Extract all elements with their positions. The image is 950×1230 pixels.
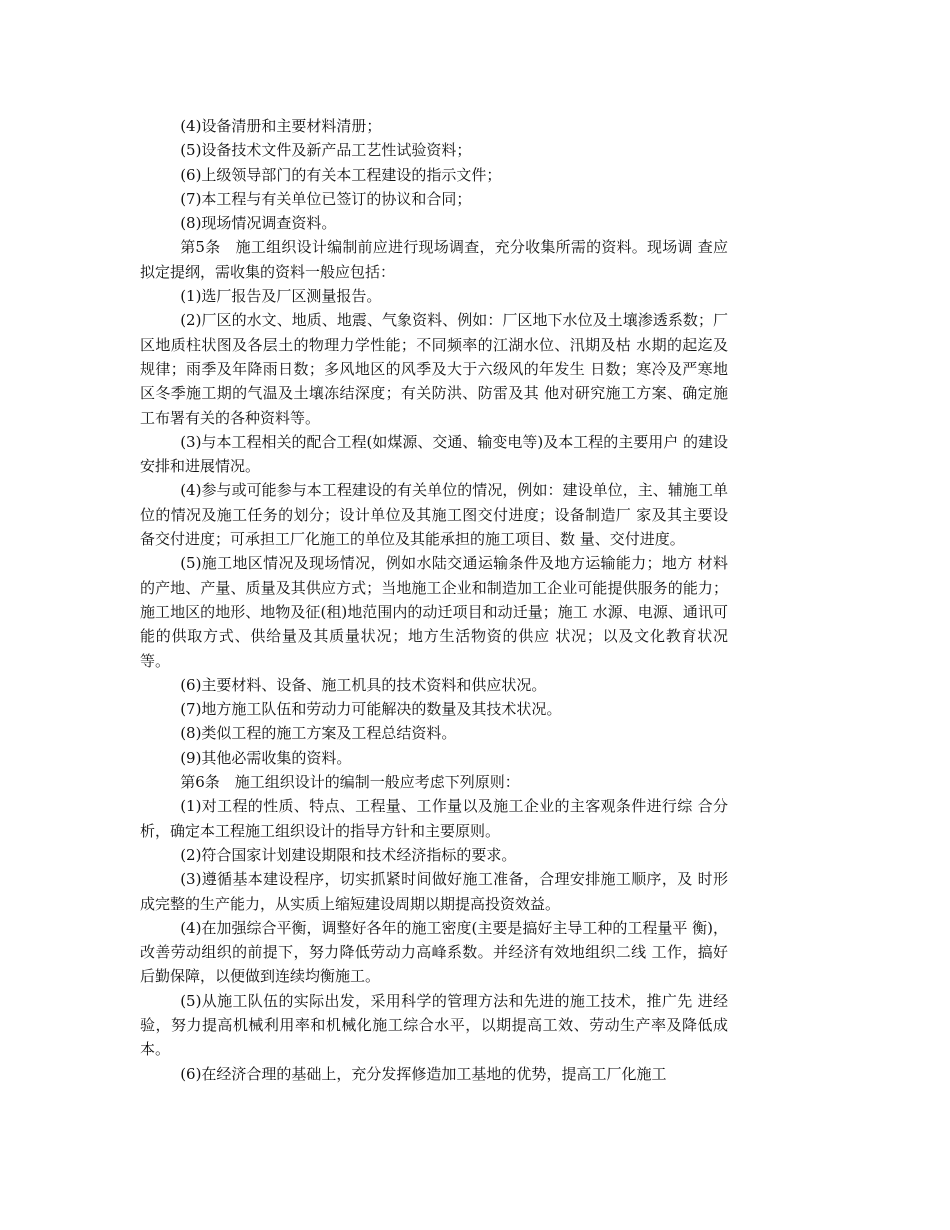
list-item: (6)上级领导部门的有关本工程建设的指示文件； (180, 165, 502, 184)
list-item: (5)设备技术文件及新产品工艺性试验资料； (180, 141, 472, 160)
list-item: (3)与本工程相关的配合工程(如煤源、交通、输变电等)及本工程的主要用户 的建设安排和进展情况。 (140, 432, 728, 476)
list-item: (7)地方施工队伍和劳动力可能解决的数量及其技术状况。 (180, 700, 562, 719)
list-item: (6)在经济合理的基础上，充分发挥修造加工基地的优势，提高工厂化施工 (180, 1064, 667, 1083)
list-item: (2)厂区的水文、地质、地震、气象资料、例如：厂区地下水位及土壤渗透系数；厂区地质柱状图及各层土的物理力学性能；不同频率的江湖水位、汛期及枯 水期的起迄及规律；雨季及年降雨日数；多风地区的风季及大于六级风的年发生 日数；寒冷及严寒地区冬季施工期的气温及土壤冻结深度；有关防洪、防雷及其 他对研究施工方案、确定施工布署有关的各种资料等。 (140, 311, 728, 427)
list-item: (5)从施工队伍的实际出发，采用科学的管理方法和先进的施工技术，推广先 进经验，努力提高机械利用率和机械化施工综合水平，以期提高工效、劳动生产率及降低成本。 (140, 991, 728, 1059)
list-item: (4)参与或可能参与本工程建设的有关单位的情况，例如：建设单位，主、辅施工单位的情况及施工任务的划分；设计单位及其施工图交付进度；设备制造厂 家及其主要设备交付进度；可承担工厂化施工的单位及其能承担的施工项目、数 量、交付进度。 (140, 481, 728, 549)
article-5-heading: 第5条 施工组织设计编制前应进行现场调查，充分收集所需的资料。现场调 查应拟定提纲，需收集的资料一般应包括： (140, 238, 728, 281)
article-6-heading: 第6条 施工组织设计的编制一般应考虑下列原则： (180, 773, 520, 792)
list-item: (5)施工地区情况及现场情况，例如水陆交通运输条件及地方运输能力；地方 材料的产地、产量、质量及其供应方式；当地施工企业和制造加工企业可能提供服务的能力；施工地区的地形、地物及征(租)地范围内的动迁项目和动迁量；施工 水源、电源、通讯可能的供取方式、供给量及其质量状况；地方生活物资的供应 状况；以及文化教育状况等。 (140, 554, 728, 670)
list-item: (4)设备清册和主要材料清册； (180, 117, 382, 135)
list-item: (4)在加强综合平衡，调整好各年的施工密度(主要是搞好主导工种的工程量平 衡)，改善劳动组织的前提下，努力降低劳动力高峰系数。并经济有效地组织二线 工作，搞好后勤保障，以便做到连续均衡施工。 (140, 918, 728, 986)
list-item: (2)符合国家计划建设期限和技术经济指标的要求。 (180, 845, 517, 864)
list-item: (6)主要材料、设备、施工机具的技术资料和供应状况。 (180, 675, 547, 694)
list-item: (7)本工程与有关单位已签订的协议和合同； (180, 189, 472, 208)
list-item: (1)对工程的性质、特点、工程量、工作量以及施工企业的主客观条件进行综 合分析，确定本工程施工组织设计的指导方针和主要原则。 (140, 797, 728, 840)
list-item: (1)选厂报告及厂区测量报告。 (180, 287, 382, 306)
list-item: (3)遵循基本建设程序，切实抓紧时间做好施工准备，合理安排施工顺序，及 时形成完整的生产能力，从实质上缩短建设周期以期提高投资效益。 (140, 870, 728, 913)
list-item: (9)其他必需收集的资料。 (180, 748, 352, 767)
list-item: (8)现场情况调查资料。 (180, 214, 337, 233)
list-item: (8)类似工程的施工方案及工程总结资料。 (180, 724, 457, 743)
